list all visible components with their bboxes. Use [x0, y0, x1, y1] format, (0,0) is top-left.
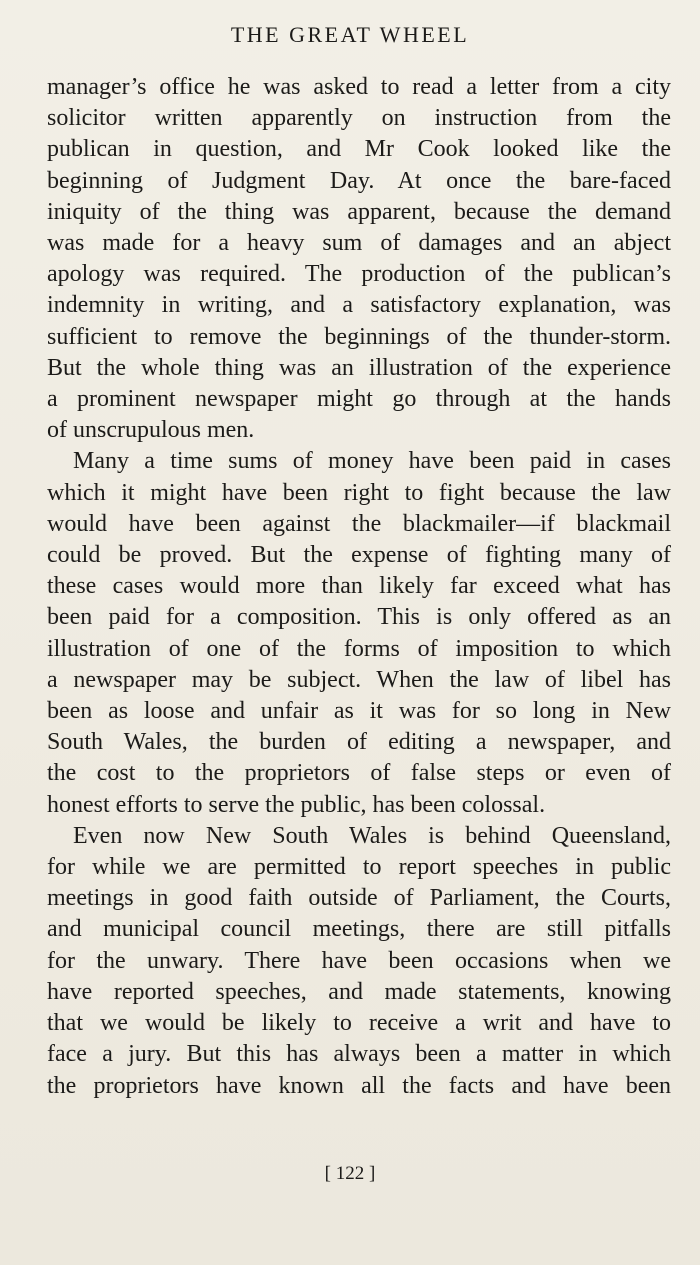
text-line: meetings in good faith outside of Parliament, the Courts,: [47, 885, 671, 912]
text-line: apology was required. The production of the publican’s: [47, 261, 671, 288]
text-line: indemnity in writing, and a satisfactory explanation, was: [47, 292, 671, 319]
text-line: a newspaper may be subject. When the law of libel has: [47, 666, 671, 693]
text-line: illustration of one of the forms of imposition to which: [47, 635, 671, 662]
text-line: a prominent newspaper might go through at the hands: [47, 386, 671, 413]
page-number: [ 122 ]: [324, 1163, 376, 1184]
text-line: manager’s office he was asked to read a letter from a city: [47, 74, 671, 100]
text-line: was made for a heavy sum of damages and an abject: [47, 230, 671, 257]
text-line: that we would be likely to receive a writ and have to: [47, 1010, 671, 1037]
text-line: sufficient to remove the beginnings of the thunder-storm.: [47, 323, 671, 350]
text-line: have reported speeches, and made statements, knowing: [47, 978, 671, 1005]
text-line: would have been against the blackmailer—if blackmail: [47, 510, 671, 537]
text-line: and municipal council meetings, there are still pitfalls: [47, 916, 671, 943]
text-line: Even now New South Wales is behind Queensland,: [73, 822, 671, 849]
text-line: South Wales, the burden of editing a newspaper, and: [47, 729, 671, 756]
text-line: solicitor written apparently on instruction from the: [47, 105, 671, 132]
paragraph: [47, 821, 671, 1102]
text-line: these cases would more than likely far exceed what has: [47, 573, 671, 600]
text-line: beginning of Judgment Day. At once the bare-faced: [47, 167, 671, 194]
text-line: face a jury. But this has always been a matter in which: [47, 1041, 671, 1068]
text-line: iniquity of the thing was apparent, because the demand: [47, 198, 671, 225]
text-line: could be proved. But the expense of fighting many of: [47, 542, 671, 569]
body-text: [47, 72, 671, 1102]
text-line: But the whole thing was an illustration of the experience: [47, 354, 671, 381]
running-head: THE GREAT WHEEL: [230, 22, 470, 47]
text-line: for while we are permitted to report speeches in public: [47, 854, 671, 881]
text-line: the cost to the proprietors of false steps or even of: [47, 760, 671, 787]
text-line: publican in question, and Mr Cook looked like the: [47, 136, 671, 163]
text-line: the proprietors have known all the facts and have been: [47, 1072, 671, 1099]
text-line: been paid for a composition. This is only offered as an: [47, 604, 671, 631]
text-line: which it might have been right to fight because the law: [47, 479, 671, 506]
text-line: of unscrupulous men.: [47, 417, 255, 444]
text-line: Many a time sums of money have been paid in cases: [73, 448, 671, 475]
paragraph: [47, 446, 671, 820]
text-line: been as loose and unfair as it was for so long in New: [47, 698, 671, 725]
text-line: honest efforts to serve the public, has been colossal.: [47, 791, 546, 818]
text-line: for the unwary. There have been occasions when we: [47, 947, 671, 974]
paragraph: [47, 72, 671, 446]
